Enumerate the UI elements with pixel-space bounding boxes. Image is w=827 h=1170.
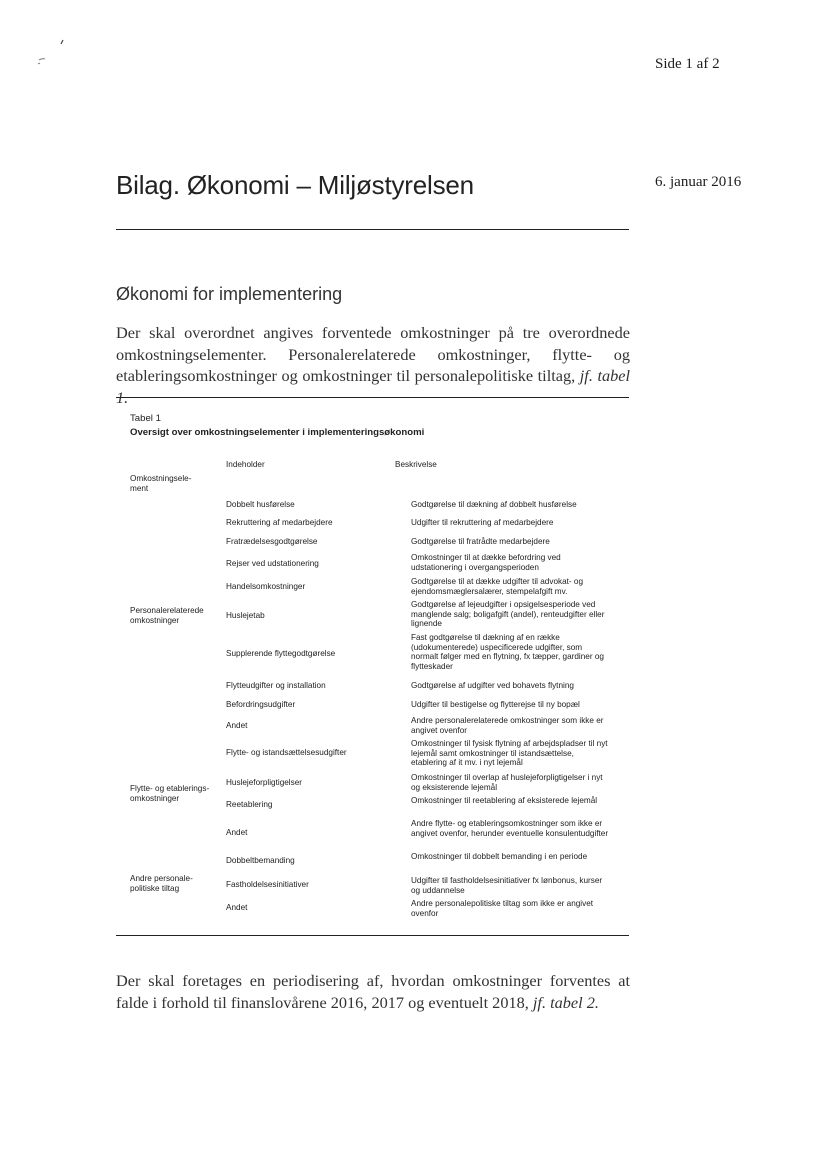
- table-row-item: Huslejetab: [226, 611, 265, 620]
- closing-text: Der skal foretages en periodisering af, hvordan omkostninger forventes at falde i forhold til finanslovårene 2016, 2017 og eventuelt 2018,: [116, 971, 630, 1012]
- table-row-description: Omkostninger til dobbelt bemanding i en periode: [411, 852, 588, 861]
- table-row-item: Andet: [226, 721, 248, 730]
- table-row-description: Godtgørelse til fratrådte medarbejdere: [411, 537, 550, 546]
- table-row-item: Huslejeforpligtigelser: [226, 778, 302, 787]
- table-row-item: Flytteudgifter og installation: [226, 681, 326, 690]
- table-row-item: Andet: [226, 828, 248, 837]
- table-row-description: Godtgørelse af udgifter ved bohavets flytning: [411, 681, 574, 690]
- table-top-rule: [116, 397, 629, 398]
- table-row-item: Reetablering: [226, 800, 273, 809]
- page-title: Bilag. Økonomi – Miljøstyrelsen: [116, 170, 474, 200]
- header-description: Beskrivelse: [395, 460, 437, 469]
- table-row-description: Omkostninger til at dække befordring ved udstationering i overgangsperioden: [411, 553, 561, 572]
- table-row-description: Andre flytte- og etableringsomkostninger som ikke er angivet ovenfor, herunder eventuelle konsulentudgifter: [411, 819, 609, 838]
- table-row-description: Andre personalerelaterede omkostninger som ikke er angivet ovenfor: [411, 716, 604, 735]
- intro-paragraph: [116, 322, 630, 408]
- table-row-description: Fast godtgørelse til dækning af en række (udokumenterede) uspecificerede udgifter, som normalt følger med en flytning, fx tæpper, gardiner og flytteskader: [411, 633, 604, 671]
- table-row-item: Dobbelt husførelse: [226, 500, 295, 509]
- table-row-description: Udgifter til bestigelse og flytterejse til ny bopæl: [411, 700, 580, 709]
- table-row-item: Dobbeltbemanding: [226, 856, 295, 865]
- table-row-description: Omkostninger til overlap af huslejeforpligtigelser i nyt og eksisterende lejemål: [411, 773, 603, 792]
- table-row-item: Fastholdelsesinitiativer: [226, 880, 309, 889]
- intro-reference: jf. tabel 1.: [116, 366, 631, 407]
- table-row-item: Supplerende flyttegodtgørelse: [226, 649, 336, 658]
- table-row-description: Omkostninger til reetablering af eksisterede lejemål: [411, 796, 598, 805]
- table-row-description: Godtgørelse til at dække udgifter til advokat- og ejendomsmæglersalærer, stempelafgift mv.: [411, 577, 584, 596]
- table-row-description: Udgifter til fastholdelsesinitiativer fx lønbonus, kurser og uddannelse: [411, 876, 603, 895]
- table-row-item: Handelsomkostninger: [226, 582, 306, 591]
- table-caption: Oversigt over omkostningselementer i implementeringsøkonomi: [130, 427, 425, 438]
- group-label: Andre personale-politiske tiltag: [130, 874, 193, 893]
- title-divider: [116, 229, 629, 230]
- table-row-description: Godtgørelse til dækning af dobbelt husførelse: [411, 500, 577, 509]
- table-bottom-rule: [116, 935, 629, 936]
- table-row-item: Rejser ved udstationering: [226, 559, 319, 568]
- table-row-item: Rekruttering af medarbejdere: [226, 518, 333, 527]
- page-number: Side 1 af 2: [655, 56, 720, 72]
- closing-reference: jf. tabel 2.: [532, 992, 599, 1012]
- document-date: 6. januar 2016: [655, 174, 742, 190]
- table-row-item: Flytte- og istandsættelsesudgifter: [226, 748, 347, 757]
- table-row-item: Befordringsudgifter: [226, 700, 296, 709]
- table-row-description: Andre personalepolitiske tiltag som ikke er angivet ovenfor: [411, 899, 594, 918]
- table-label: Tabel 1: [130, 413, 161, 424]
- table-row-description: Udgifter til rekruttering af medarbejdere: [411, 518, 554, 527]
- table-row-item: Fratrædelsesgodtgørelse: [226, 537, 318, 546]
- group-label: Personalerelaterede omkostninger: [130, 606, 204, 625]
- section-heading: Økonomi for implementering: [116, 284, 343, 304]
- table-row-item: Andet: [226, 903, 248, 912]
- table-row-description: Godtgørelse af lejeudgifter i opsigelsesperiode ved manglende salg; boligafgift (andel), renteudgifter eller lignende: [411, 600, 605, 629]
- closing-paragraph: [116, 970, 630, 1013]
- header-element: Omkostningsele-ment: [130, 474, 192, 493]
- table-row-description: Omkostninger til fysisk flytning af arbejdspladser til nyt lejemål samt omkostninger til istandsættelse, etablering af it mv. i nyt lejemål: [411, 739, 608, 768]
- scan-mark-icon: [36, 38, 66, 68]
- group-label: Flytte- og etablerings-omkostninger: [130, 784, 210, 803]
- intro-text: Der skal overordnet angives forventede omkostninger på tre overordnede omkostningselementer. Personalerelaterede omkostninger, flytte- og etableringsomkostninger og omkostninger til personalepolitiske tiltag,: [116, 323, 630, 385]
- header-contains: Indeholder: [226, 460, 265, 469]
